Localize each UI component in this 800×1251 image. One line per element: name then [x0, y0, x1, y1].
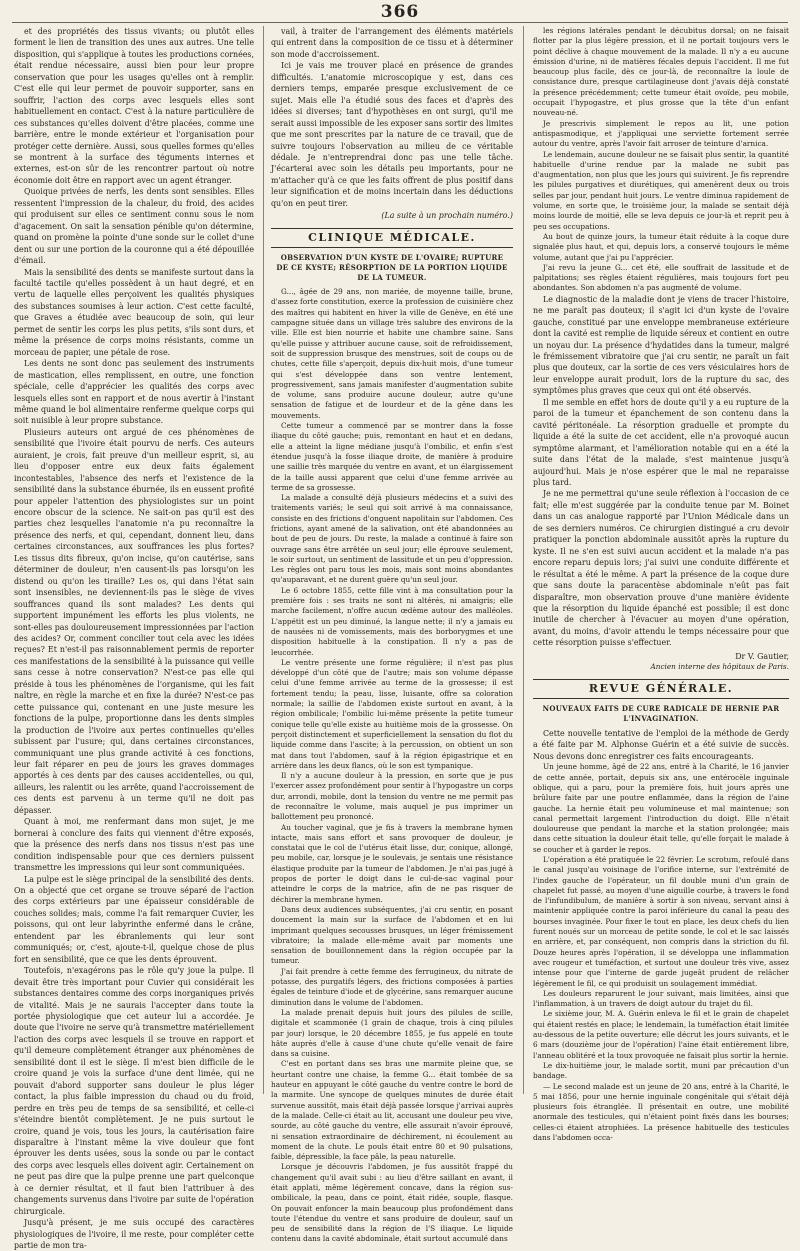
article-title: NOUVEAUX FAITS DE CURE RADICALE DE HERNIE PAR L'INVAGINATION. [542, 703, 780, 723]
paragraph: Je prescrivis simplement le repos au lit, une potion antispasmodique, et j'appliquai une serviette fortement serrée autour du ventre, après l'avoir fait arroser de teinture d'arnica. [533, 118, 789, 149]
paragraph: Toutefois, n'exagérons pas le rôle qu'y joue la pulpe. Il devait être très important pour Cuvier qui considérait les substances dentaires comme des corps inorganiques privés de vitalité. Mais je ne saurais l'accepter dans toute la portée physiologique que cet auteur lui a accordée. Je doute que l'ivoire ne serve qu'à transmettre matériellement l'action des corps avec lesquels il se trouve en rapport et qu'il demeure complètement étranger aux phénomènes de sensibilité dont il est le siège. Il m'est bien difficile de le croire quand je vois la surface d'une dent limée, qui ne pouvait d'abord supporter sans douleur le plus léger contact, la plus faible impression du chaud ou du froid, perdre en très peu de temps de sa sensibilité, et celle-ci s'éteindre bientôt complètement. Je ne puis surtout le croire, quand je vois, tous les jours, la cautérisation faire disparaître à l'instant même la vive douleur que font éprouver les dents usées, sous la sonde ou par le contact des corps avec lesquels elles doivent agir. Certainement on ne peut pas dire que la pulpe prenne une part quelconque à ce dernier résultat, et il faut bien l'attribuer à des changements survenus dans l'ivoire par suite de l'opération chirurgicale. [14, 966, 254, 1216]
paragraph: Cette nouvelle tentative de l'emploi de la méthode de Gerdy a été faite par M. Alphonse Guérin et a été suivie de succès. Nous devons donc enregistrer ces faits encourageants. [533, 728, 789, 761]
section-title: CLINIQUE MÉDICALE. [308, 230, 476, 244]
paragraph: Lorsque je découvris l'abdomen, je fus aussitôt frappé du changement qu'il avait subi : au lieu d'être saillant en avant, il était applati, même légèrement concave, dans la région sus-ombilicale, la peau, dans ce point, était ridée, souple, flasque. On pouvait enfoncer la main beaucoup plus profondément dans toute l'étendue du ventre et sans produire de douleur, sauf un peu de sensibilité dans la région de l'S iliaque. Le liquide contenu dans la cavité abdominale, était surtout accumulé dans [271, 1162, 513, 1244]
paragraph: Le lendemain, aucune douleur ne se faisait plus sentir, la quantité habituelle d'urine rendue par la malade ne subit pas d'augmentation, non plus que les jours qui suivirent. Je fis reprendre les pilules purgatives et diurétiques, qui amenèrent deux ou trois selles par jour, pendant huit jours. Le ventre diminua rapidement de volume, en sorte que, le troisième jour, la malade se sentait déjà moins lourde de moitié, elle se leva depuis ce jour-là et reprit peu à peu ses occupations. [533, 149, 789, 231]
header-rule [12, 22, 788, 23]
paragraph: Plusieurs auteurs ont argué de ces phénomènes de sensibilité que l'ivoire était pourvu de nerfs. Ces auteurs auraient, je crois, fait preuve d'un meilleur esprit, si, au lieu d'opposer entre eux deux faits également incontestables, l'absence des nerfs et l'existence de la sensibilité dans la substance éburnée, ils en eussent profité pour appeler l'attention des physiologistes sur un point encore obscur de la science. Ne sait-on pas qu'il est des parties chez lesquelles l'anatomie n'a pu reconnaître la présence des nerfs, et qui, cependant, donnent lieu, dans certaines circonstances, aux souffrances les plus fortes? Les tissus dits fibreux, qu'on incise, qu'on cautérise, sans déterminer de douleur, n'en causent-ils pas lorsqu'on les distend ou qu'on les tiraille? Les os, qui dans l'état sain sont insensibles, ne deviennent-ils pas le siège de vives souffrances quand ils sont malades? Les dents qui supportent impunément les efforts les plus violents, ne sont-elles pas douloureusement impressionnées par l'action des acides? Or, comment concilier tout cela avec les idées reçues? Et n'est-il pas raisonnablement permis de reporter ces manifestations de la sensibilité à la puissance qui veille sans cesse à notre conservation? N'est-ce pas elle qui préside à tous les phénomènes de l'organisme, qui les fait naître, en règle la marche et en fixe la durée? N'est-ce pas cette puissance qui, contenant en une juste mesure les fonctions de la pulpe, proportionne dans les dents simples la production de l'ivoire aux pertes continuelles qu'elles subissent par l'usure; qui, dans certaines circonstances, communiquant une plus grande activité à ces fonctions, leur fait réparer en peu de jours les graves dommages apportés à ces dents par des causes accidentelles, ou qui, ailleurs, les ralentit ou les arrête, quand l'accroissement de ces dents est parvenu à un terme qu'il ne doit pas dépasser. [14, 427, 254, 815]
paragraph: Ici je vais me trouver placé en présence de grandes difficultés. L'anatomie microscopique y est, dans ces derniers temps, emparée presque exclusivement de ce sujet. Mais elle l'a étudié sous des faces et d'après des idées si diverses; tant d'hypothèses en ont surgi, qu'il me serait aussi impossible de les exposer sans sortir des limites que me sont prescrites par la nature de ce travail, que de suivre toujours l'observation au milieu de ce véritable dédale. Je n'entreprendrai donc pas une telle tâche. J'écarterai avec soin les détails peu importants, pour ne m'attacher qu'à ce que les faits offrent de plus positif dans leur signification et de moins incertain dans les déductions qu'on en peut tirer. [271, 61, 513, 208]
paragraph: L'opération a été pratiquée le 22 février. Le scrotum, refoulé dans le canal jusqu'au voisinage de l'orifice interne, sur l'extrémité de l'index gauche de l'opérateur, un fil double muni d'un grain de chapelet fut passé, au moyen d'une aiguille courbe, à travers le fond de l'infundibulum, de manière à sortir à son niveau, servant ainsi à maintenir appliquée contre la paroi inférieure du canal la peau des bourses invaginée. Pour fixer le tout en place, les deux chefs du lien furent noués sur un morceau de petite sonde, le col et le sac laissés en arrière, et, par conséquent, non compris dans la striction du fil. Douze heures après l'opération, il se développa une inflammation avec rougeur et tuméfaction, et surtout une douleur très vive, assez intense pour que l'interne de garde jugeât prudent de relâcher légèrement le fil, ce qui produisit un soulagement immédiat. [533, 855, 789, 988]
paragraph: Jusqu'à présent, je me suis occupé des caractères physiologiques de l'ivoire, il me reste, pour compléter cette partie de mon tra- [14, 1218, 254, 1251]
article-body [533, 762, 789, 1143]
paragraph: Mais la sensibilité des dents se manifeste surtout dans la faculté tactile qu'elles possèdent à un haut degré, et en vertu de laquelle elles perçoivent les qualités physiques des substances soumises à leur action. C'est cette faculté, que Graves a étudiée avec beaucoup de soin, qui leur permet de sentir les corps les plus petits, s'ils sont durs, et même la présence de corps moins résistants, comme un morceau de papier, une pétale de rose. [14, 267, 254, 357]
section-title: REVUE GÉNÉRALE. [588, 681, 734, 695]
article-body [271, 287, 513, 1245]
paragraph: Je ne me permettrai qu'une seule réflexion à l'occasion de ce fait; elle m'est suggérée par la conduite tenue par M. Boinet dans un cas analogue rapporté par l'Union Médicale dans un de ses derniers numéros. Ce chirurgien distingué a cru devoir pratiquer la ponction abdominale aussitôt après la rupture du kyste. Il ne s'en est suivi aucun accident et la malade n'a pas encore reparu depuis lors; j'ai suivi une conduite différente et le résultat a été le même. A part la présence de la coque dure que sans doute la paracentèse abdominale n'eût pas fait disparaître, mon observation prouve d'une manière évidente que la résorption du liquide épanché est possible; il est donc inutile de chercher à l'évacuer au moyen d'une opération, avant, du moins, d'avoir attendu le temps nécessaire pour que cette résorption puisse s'effectuer. [533, 489, 789, 648]
paragraph: G..., âgée de 29 ans, non mariée, de moyenne taille, brune, d'assez forte constitution, exerce la profession de cuisinière chez des maîtres qui habitent en hiver la ville de Genève, en été une campagne située dans un village très salubre des environs de la ville. Elle est bien nourrie et habite une chambre saine. Sans qu'elle puisse y attribuer aucune cause, soit de refroidissement, soit de suppression brusque des menstrues, soit de coups ou de chutes, cette fille s'aperçoit, depuis dix-huit mois, d'une tumeur qui s'est développée dans son ventre lentement, progressivement, sans jamais manifester d'augmentation subite de volume, sans produire aucune douleur, autre qu'une sensation de fatigue et de lourdeur et de la gêne dans les mouvements. [271, 287, 513, 420]
paragraph: La malade a consulté déjà plusieurs médecins et a suivi des traitements variés; le seul qui soit arrivé à ma connaissance, consiste en des frictions d'onguent napolitain sur l'abdomen. Ces frictions, ayant amené de la salivation, ont été abandonnées au bout de peu de jours. Du reste, la malade a continué à faire son ouvrage sans être arrêtée un seul jour; elle éprouve seulement, le soir surtout, un sentiment de lassitude et un peu d'oppression. Les règles ont paru tous les mois, mais sont moins abondantes qu'auparavant, et ne durent guère qu'un seul jour. [271, 493, 513, 585]
signature-title: Ancien interne des hôpitaux de Paris. [650, 662, 789, 672]
paragraph: Les dents ne sont donc pas seulement des instruments de mastication, elles remplissent, en outre, une fonction spéciale, celle d'apprécier les qualités des corps avec lesquels elles sont en rapport et de nous avertir à l'instant même quand le bol alimentaire renferme quelque corps qui soit nuisible à leur propre substance. [14, 359, 254, 426]
article-title: OBSERVATION D'UN KYSTE DE L'OVAIRE; RUPTURE DE CE KYSTE; RÉSORPTION DE LA PORTION LIQUIDE DE LA TUMEUR. [276, 253, 508, 283]
paragraph: Il n'y a aucune douleur à la pression, en sorte que je pus l'exercer assez profondément pour sentir à l'hypogastre un corps dur, arrondi, mobile, dont la tension du ventre ne me permit pas de reconnaître le volume, mais auquel je pus imprimer un ballottement peu prononcé. [271, 771, 513, 822]
paragraph: vail, à traiter de l'arrangement des éléments matériels qui entrent dans la composition de ce tissu et à déterminer son mode d'accroissement. [271, 27, 513, 59]
paragraph: Au toucher vaginal, que je fis à travers la membrane hymen intacte, mais sans effort et sans provoquer de douleur, je constatai que le col de l'utérus était lisse, dur, conique, allongé, peu mobile, car, lorsque je le soulevais, je sentais une résistance élastique produite par la tumeur de l'abdomen. Je n'ai pas jugé à propos de porter le doigt dans le cul-de-sac vaginal pour atteindre le corps de la matrice, afin de ne pas risquer de déchirer la membrane hymen. [271, 822, 513, 904]
paragraph: J'ai revu la jeune G... cet été, elle souffrait de lassitude et de palpitations; ses règles étaient régulières, mais toujours fort peu abondantes. Son abdomen n'a pas augmenté de volume. [533, 262, 789, 293]
paragraph: Le ventre présente une forme régulière; il n'est pas plus développé d'un côté que de l'autre; mais son volume dépasse celui d'une femme arrivée au terme de la grossesse; il est fortement tendu; la peau, lisse, luisante, offre sa coloration normale; la saillie de l'abdomen existe surtout en avant, à la région ombilicale; l'ombilic lui-même présente la petite tumeur conique telle qu'elle existe au huitième mois de la grossesse. On perçoit distinctement et superficiellement la sensation du flot du liquide comme dans l'ascite; à la percussion, on obtient un son mat dans tout l'abdomen, sauf à la région épigastrique et en arrière dans les deux flancs, où le son est tympanique. [271, 657, 513, 770]
paragraph: La malade prenait depuis huit jours des pilules de scille, digitale et scammonée (1 grain de chaque, trois à cinq pilules par jour) lorsque, le 20 décembre 1855, je fus appelé en toute hâte auprès d'elle à cause d'une chute qu'elle venait de faire dans sa cuisine. [271, 1007, 513, 1059]
paragraph: Le 6 octobre 1855, cette fille vint à ma consultation pour la première fois : ses traits ne sont ni altérés, ni amaigris; elle marche facilement, n'offre aucun œdème autour des malléoles. L'appétit est un peu diminué, la langue nette; il n'y a jamais eu de nausées ni de vomissements, mais des borborygmes et une disposition habituelle à la constipation. Il n'y a pas de leucorrhée. [271, 585, 513, 657]
paragraph: Quoique privées de nerfs, les dents sont sensibles. Elles ressentent l'impression de la chaleur, du froid, des acides qui produisent sur elles ce sentiment connu sous le nom d'agacement. On sait la sensation pénible qu'on détermine, quand on promène la pointe d'une sonde sur le collet d'une dent ou sur une portion de la couronne qui a été dépouillée d'émail. [14, 187, 254, 266]
column-divider [523, 26, 524, 1094]
paragraph: Cette tumeur a commencé par se montrer dans la fosse iliaque du côté gauche; puis, remontant en haut et en dedans, elle a atteint la ligne médiane jusqu'à l'ombilic, et enfin s'est étendue jusqu'à la fosse iliaque droite, de manière à produire une saillie très marquée du ventre en avant, et un élargissement de la taille aussi apparent que celui d'une femme arrivée au terme de sa grossesse. [271, 421, 513, 492]
article-continuation [533, 26, 789, 294]
paragraph: Le diagnostic de la maladie dont je viens de tracer l'histoire, ne me paraît pas douteux; il s'agit ici d'un kyste de l'ovaire gauche, constitué par une enveloppe membraneuse extérieure dont la cavité est remplie de liquide séreux et contient en outre un noyau dur. La présence d'hydatides dans la tumeur, malgré le frémissement vibratoire que j'ai cru sentir, ne paraît un fait plus que douteux, car la sortie de ces vers vésiculaires hors de leur enveloppe aurait produit, lors de la rupture du sac, des symptômes plus graves que ceux qui ont été observés. [533, 294, 789, 396]
paragraph: Dans deux audiences subséquentes, j'ai cru sentir, en posant doucement la main sur la surface de l'abdomen et en lui imprimant quelques secousses brusques, un léger frémissement vibratoire; la malade elle-même avait par moments une sensation de bouillonnement dans la région occupée par la tumeur. [271, 904, 513, 966]
paragraph: Un jeune homme, âgé de 22 ans, entré à la Charité, le 16 janvier de cette année, portait, depuis six ans, une entérocèle inguinale oblique, qui a paru, pour la première fois, huit jours après une brûlure faite par une poutre enflammée, dans la région de l'aine gauche. La hernie était peu volumineuse et mal maintenue; son canal permettait largement l'introduction du doigt. Elle n'était douloureuse que pendant la marche et la station prolongée; mais dans cette situation la douleur était telle, qu'elle forçait le malade à se coucher et à garder le repos. [533, 762, 789, 854]
page-number: 366 [380, 2, 420, 22]
continued-note: (La suite à un prochain numéro.) [381, 211, 513, 221]
paragraph: Au bout de quinze jours, la tumeur était réduite à la coque dure signalée plus haut, et qui, depuis lors, a conservé toujours le même volume, autant que j'ai pu l'apprécier. [533, 231, 789, 262]
paragraph: Il me semble en effet hors de doute qu'il y a eu rupture de la paroi de la tumeur et épanchement de son contenu dans la cavité péritonéale. La résorption graduelle et prompte du liquide a été la suite de cet accident, elle n'a provoqué aucun symptôme alarmant, et l'amélioration notable qui en a été la suite dans l'état de la malade, s'est maintenue jusqu'à aujourd'hui. Mais je n'ose espérer que le mal ne reparaisse plus tard. [533, 397, 789, 487]
paragraph: J'ai fait prendre à cette femme des ferrugineux, du nitrate de potasse, des purgatifs légers, des frictions composées à parties égales de teinture d'iode et de glycérine, sans remarquer aucune diminution dans le volume de l'abdomen. [271, 966, 513, 1007]
paragraph: Le sixième jour, M. A. Guérin enleva le fil et le grain de chapelet qui étaient restés en place; le lendemain, la tuméfaction était limitée au-dessous de la petite ouverture; elle décrut les jours suivants, et le 6 mars (douzième jour de l'opération) l'aine était entièrement libre, l'anneau oblitéré et la toux provoquée ne faisait plus sortir la hernie. [533, 1009, 789, 1060]
left-column [14, 26, 254, 1251]
paragraph: — Le second malade est un jeune de 20 ans, entré à la Charité, le 5 mai 1856, pour une hernie inguinale congénitale qui s'était déjà plusieurs fois étranglée. Il présentait en outre, une mobilité anormale des testicules, qui n'étaient point fixés dans les bourses; celles-ci étaient atrophiées. La présence habituelle des testicules dans l'abdomen occa- [533, 1081, 789, 1143]
paragraph: Le dix-huitième jour, le malade sortit, muni par précaution d'un bandage. [533, 1060, 789, 1081]
signature-name: Dr V. Gautier, [735, 651, 789, 661]
paragraph: C'est en portant dans ses bras une marmite pleine que, se heurtant contre une chaise, la femme G... était tombée de sa hauteur en appuyant le côté gauche du ventre contre le bord de la marmite. Une syncope de quelques minutes de durée était survenue aussitôt, mais était déjà passée lorsque j'arrivai auprès de la malade. Celle-ci était au lit, accusant une douleur peu vive, sourde, au côté gauche du ventre, elle assurait n'avoir éprouvé, ni sensation extraordinaire de déchirement, ni écoulement au moment de la chute. Le pouls était entre 80 et 90 pulsations, faible, dépressible, la face pâle, la peau naturelle. [271, 1059, 513, 1162]
section-header [533, 679, 789, 699]
section-header [271, 228, 513, 248]
paragraph: La pulpe est le siège principal de la sensibilité des dents. On a objecté que cet organe se trouve séparé de l'action des corps extérieurs par une épaisseur considérable de couches solides; mais, comme l'a fait remarquer Cuvier, les poissons, qui ont leur labyrinthe enfermé dans le crâne, entendent par les ébranlements qui leur sont communiqués; or, c'est, ajoute-t-il, quelque chose de plus fort en sensibilité, que ce que les dents éprouvent. [14, 874, 254, 964]
paragraph: les régions latérales pendant le décubitus dorsal; on ne faisait flotter par la plus légère pression, et il ne portait toujours vers le point déclive à chaque mouvement de la malade. Il n'y a eu aucune émission d'urine, ni de matières fécales depuis l'accident. Il me fut beaucoup plus facile, dès ce jour-là, de reconnaître la loule de consistance dure, presque cartilagineuse dont j'avais déjà constaté la présence précédemment; cette tumeur était ovoïde, peu mobile, occupait l'hypogastre, et plus grosse que la tête d'un enfant nouveau-né. [533, 26, 789, 118]
paragraph: et des propriétés des tissus vivants; ou plutôt elles forment le lien de transition des unes aux autres. Une telle disposition, qui s'applique à toutes les productions cornées, était rendue nécessaire, aussi bien pour leur propre conservation que pour les usages qu'elles ont à remplir. C'est elle qui leur permet de pouvoir supporter, sans en souffrir, l'action des corps avec lesquels elles sont habituellement en contact. C'est à la nature particulière de ces substances qu'elles doivent d'être placées, comme une barrière, entre le monde extérieur et l'organisation pour protéger cette dernière. Aussi, sous quelles formes qu'elles se montrent à la surface des téguments internes et externes, est-on sûr de les rencontrer partout où notre économie doit être en rapport avec un agent étranger. [14, 27, 254, 185]
middle-column [271, 26, 513, 1244]
paragraph: Les douleurs reparurent le jour suivant, mais limitées, ainsi que l'inflammation, à un travers de doigt autour du trajet du fil. [533, 988, 789, 1009]
right-column [533, 26, 789, 1143]
column-divider [263, 26, 264, 1094]
paragraph: Quant à moi, me renfermant dans mon sujet, je me bornerai à conclure des faits qui viennent d'être exposés, que la présence des nerfs dans nos tissus n'est pas une condition indispensable pour que ces derniers puissent transmettre les impressions qui leur sont communiquées. [14, 817, 254, 873]
